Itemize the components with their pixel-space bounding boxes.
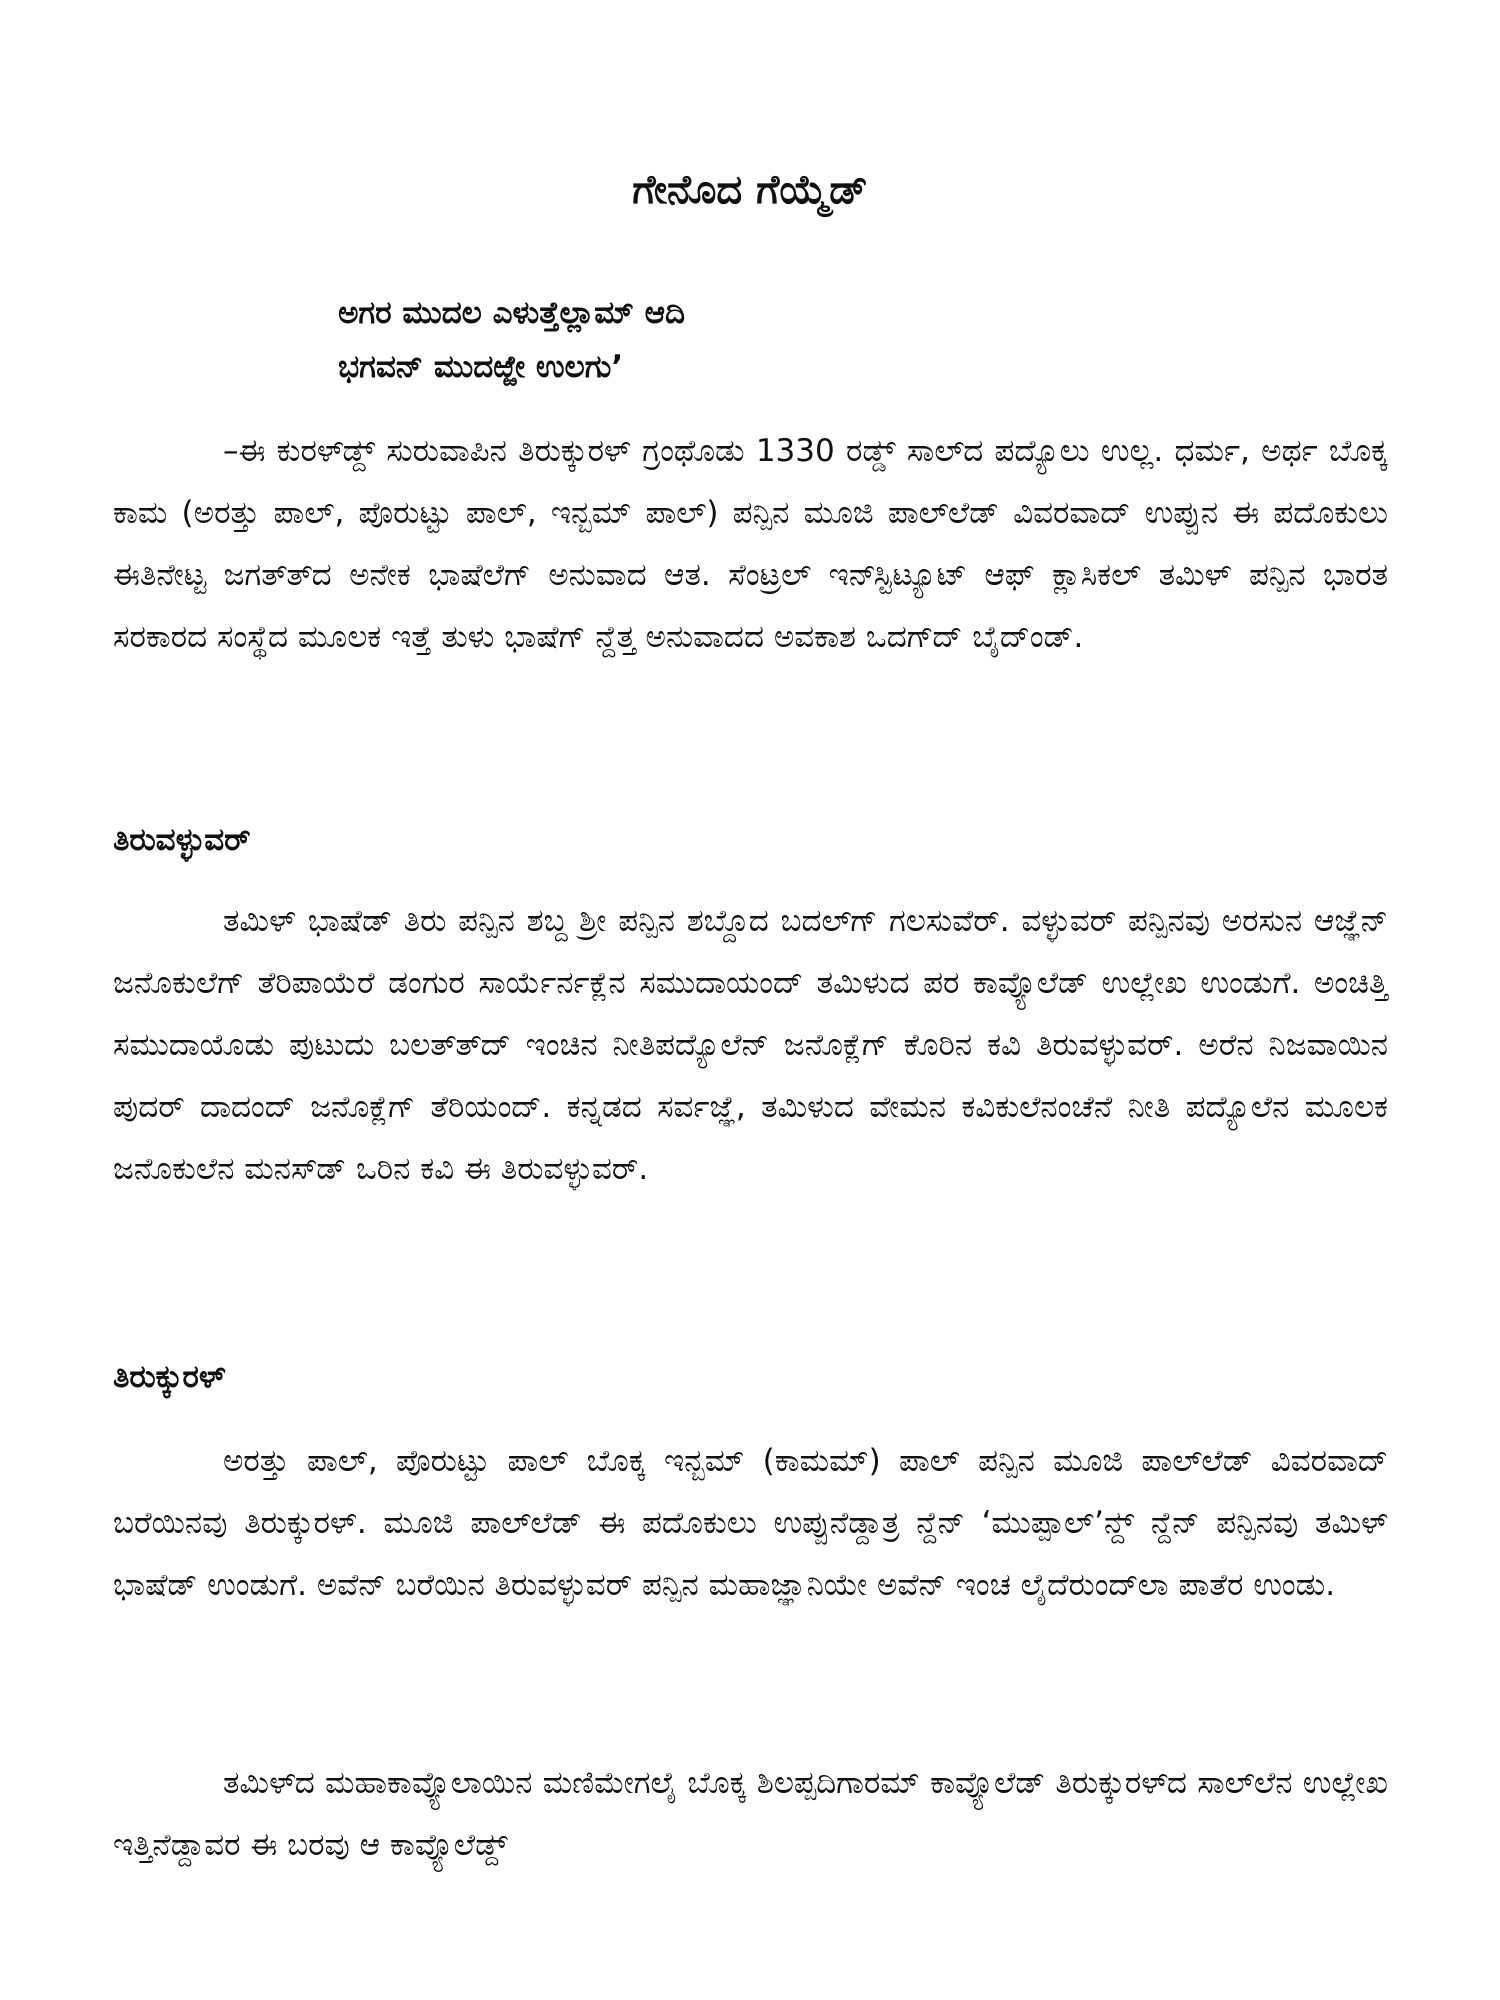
verse-line-1: ಅಗರ ಮುದಲ ಎಳುತ್ತೆಲ್ಲಾಮ್ ಆದಿ	[338, 295, 686, 331]
verse-line-2: ಭಗವನ್ ಮುದಱ್ಱೇ ಉಲಗು’	[338, 349, 624, 385]
section-heading-work: ತಿರುಕ್ಕುರಳ್	[113, 1359, 226, 1395]
section-heading-author: ತಿರುವಳ್ಳುವರ್	[113, 822, 251, 858]
page-title: ಗೇನೊದ ಗೆಯ್ಮೆಡ್	[632, 167, 868, 213]
intro-paragraph: –ಈ ಕುರಳ್‍ಡ್ದ್ ಸುರುವಾಪಿನ ತಿರುಕ್ಕುರಳ್ ಗ್ರಂಥೊಡು 1330 ರಡ್ಡ್ ಸಾಲ್‍ದ ಪದ್ಯೊಲು ಉಲ್ಲ. ಧರ್ಮ, ಅರ್ಥ ಬೊಕ್ಕ ಕಾಮ (ಅರತ್ತು ಪಾಲ್, ಪೊರುಟ್ಟು ಪಾಲ್, ಇನ್ಬಮ್ ಪಾಲ್) ಪನ್ಪಿನ ಮೂಜಿ ಪಾಲ್‍ಲೆಡ್ ವಿವರವಾದ್ ಉಪ್ಪುನ ಈ ಪದೊಕುಲು ಈತಿನೇಟ್ಟ ಜಗತ್ತ್‍ದ ಅನೇಕ ಭಾಷೆಲೆಗ್ ಅನುವಾದ ಆತ. ಸೆಂಟ್ರಲ್ ಇನ್‍ಸ್ಟಿಟ್ಯೂಟ್ ಆಫ್ ಕ್ಲಾಸಿಕಲ್ ತಮಿಳ್ ಪನ್ಪಿನ ಭಾರತ ಸರಕಾರದ ಸಂಸ್ಥೆದ ಮೂಲಕ ಇತ್ತೆ ತುಳು ಭಾಷೆಗ್ ನ್ದೆತ್ತ ಅನುವಾದದ ಅವಕಾಶ ಒದಗ್‍ದ್ ಬೈದ್‍ಂಡ್.	[113, 433, 1388, 655]
author-paragraph: ತಮಿಳ್ ಭಾಷೆಡ್ ತಿರು ಪನ್ಪಿನ ಶಬ್ದ ಶ್ರೀ ಪನ್ಪಿನ ಶಬ್ದೊದ ಬದಲ್‍ಗ್ ಗಲಸುವೆರ್. ವಳ್ಳುವರ್ ಪನ್ಪಿನವು ಅರಸುನ ಆಜ್ಞೆನ್ ಜನೊಕುಲೆಗ್ ತೆರಿಪಾಯೆರೆ ಡಂಗುರ ಸಾರ್ಯೆರ್ನಕ್ಲೆನ ಸಮುದಾಯಂದ್ ತಮಿಳುದ ಪರ ಕಾವ್ಯೊಲೆಡ್ ಉಲ್ಲೇಖ ಉಂಡುಗೆ. ಅಂಚಿತ್ತಿ ಸಮುದಾಯೊಡು ಪುಟುದು ಬಲತ್ತ್‍ದ್ ಇಂಚಿನ ನೀತಿಪದ್ಯೊಲೆನ್ ಜನೊಕ್ಲೆಗ್ ಕೊರಿನ ಕವಿ ತಿರುವಳ್ಳುವರ್. ಅರೆನ ನಿಜವಾಯಿನ ಪುದರ್ ದಾದಂದ್ ಜನೊಕ್ಲೆಗ್ ತೆರಿಯಂದ್. ಕನ್ನಡದ ಸರ್ವಜ್ಞೆ, ತಮಿಳುದ ವೇಮನ ಕವಿಕುಲೆನಂಚೆನೆ ನೀತಿ ಪದ್ಯೊಲೆನ ಮೂಲಕ ಜನೊಕುಲೆನ ಮನಸ್‍ಡ್ ಒರಿನ ಕವಿ ಈ ತಿರುವಳ್ಳುವರ್.	[113, 903, 1388, 1187]
epics-paragraph: ತಮಿಳ್‍ದ ಮಹಾಕಾವ್ಯೊಲಾಯಿನ ಮಣಿಮೇಗಲೈ ಬೊಕ್ಕ ಶಿಲಪ್ಪದಿಗಾರಮ್ ಕಾವ್ಯೊಲೆಡ್ ತಿರುಕ್ಕುರಳ್‍ದ ಸಾಲ್‍ಲೆನ ಉಲ್ಲೇಖ ಇತ್ತಿನೆಡ್ದಾವರ ಈ ಬರವು ಆ ಕಾವ್ಯೊಲೆಡ್ದ್	[113, 1765, 1388, 1863]
work-paragraph: ಅರತ್ತು ಪಾಲ್, ಪೊರುಟ್ಟು ಪಾಲ್ ಬೊಕ್ಕ ಇನ್ಬಮ್ (ಕಾಮಮ್) ಪಾಲ್ ಪನ್ಪಿನ ಮೂಜಿ ಪಾಲ್‍ಲೆಡ್ ವಿವರವಾದ್ ಬರೆಯಿನವು ತಿರುಕ್ಕುರಳ್. ಮೂಜಿ ಪಾಲ್‍ಲೆಡ್ ಈ ಪದೊಕುಲು ಉಪ್ಪುನೆಡ್ದಾತ್ರ ನ್ದೆನ್ ‘ಮುಪ್ಪಾಲ್’ನ್ದ್ ನ್ದೆನ್ ಪನ್ಪಿನವು ತಮಿಳ್ ಭಾಷೆಡ್ ಉಂಡುಗೆ. ಅವೆನ್ ಬರೆಯಿನ ತಿರುವಳ್ಳುವರ್ ಪನ್ಪಿನ ಮಹಾಜ್ಞಾನಿಯೇ ಅವೆನ್ ಇಂಚ ಲೈದೆರುಂದ್‍ಲಾ ಪಾತೆರ ಉಂಡು.	[113, 1443, 1388, 1603]
opening-verse	[338, 286, 685, 394]
